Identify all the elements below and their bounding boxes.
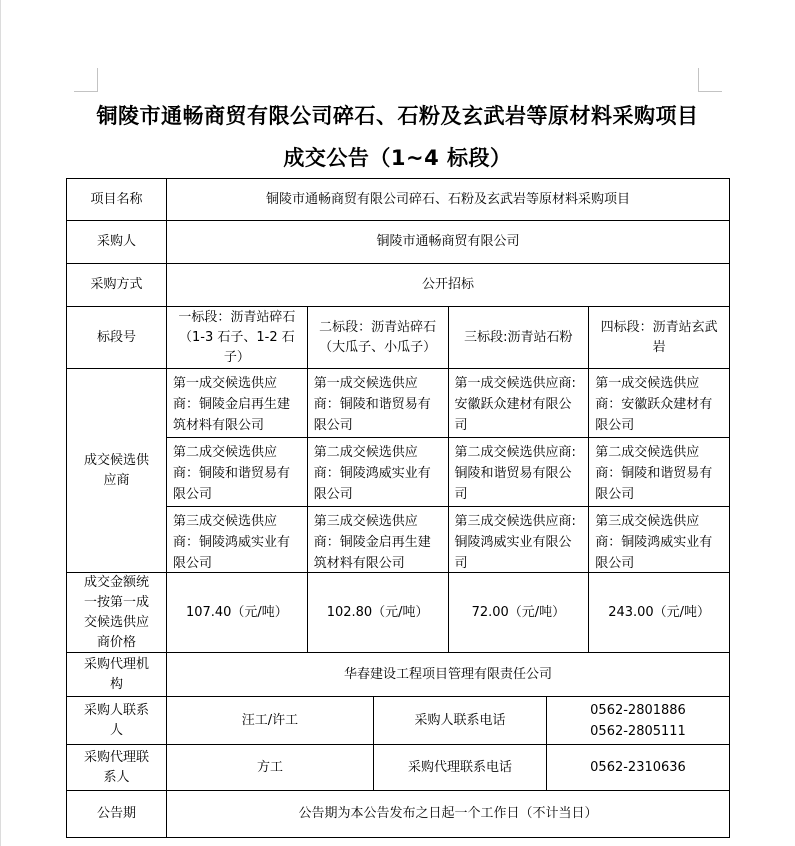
candidate-cell: 第三成交候选供应商：铜陵鸿威实业有限公司: [167, 507, 308, 573]
candidate-cell: 第二成交候选供应商:铜陵和谐贸易有限公司: [449, 438, 590, 507]
section-2-cell: 二标段：沥青站碎石（大瓜子、小瓜子）: [308, 307, 449, 369]
candidate-cell: 第三成交候选供应商：铜陵金启再生建筑材料有限公司: [308, 507, 449, 573]
document-title: [0, 95, 795, 179]
purchaser-contact-label: 采购人联系人: [67, 697, 167, 745]
section-4-cell: 四标段：沥青站玄武岩: [589, 307, 730, 369]
table-row-method: [67, 264, 730, 307]
announcement-table: [66, 178, 730, 838]
candidate-cell: 第一成交候选供应商:安徽跃众建材有限公司: [449, 369, 590, 438]
margin-mark-top-left-icon: [74, 68, 98, 92]
notice-label: 公告期: [67, 791, 167, 838]
candidate-cell: 第三成交候选供应商:铜陵鸿威实业有限公司: [449, 507, 590, 573]
candidates-label: 成交候选供应商: [67, 369, 167, 573]
table-row-candidates: [67, 369, 730, 573]
sections-label: 标段号: [67, 307, 167, 369]
table-row-purchaser-contact: [67, 697, 730, 745]
project-name-label: 项目名称: [67, 179, 167, 221]
agency-phone-label: 采购代理联系电话: [374, 745, 547, 791]
candidates-row-3: [167, 507, 730, 573]
agency-value: 华春建设工程项目管理有限责任公司: [167, 653, 730, 697]
section-3-cell: 三标段:沥青站石粉: [449, 307, 590, 369]
candidate-cell: 第二成交候选供应商：铜陵和谐贸易有限公司: [167, 438, 308, 507]
title-line-1: 铜陵市通畅商贸有限公司碎石、石粉及玄武岩等原材料采购项目: [96, 104, 699, 128]
purchaser-phone-label: 采购人联系电话: [374, 697, 547, 745]
purchaser-phone-value: [547, 697, 730, 745]
price-cell: 102.80（元/吨）: [308, 573, 449, 653]
agency-contact-label: 采购代理联系人: [67, 745, 167, 791]
price-cell: 107.40（元/吨）: [167, 573, 308, 653]
purchaser-value: 铜陵市通畅商贸有限公司: [167, 221, 730, 264]
table-row-agency-contact: [67, 745, 730, 791]
method-value: 公开招标: [167, 264, 730, 307]
table-row-purchaser: [67, 221, 730, 264]
section-1-cell: 一标段：沥青站碎石（1-3 石子、1-2 石子）: [167, 307, 308, 369]
candidate-cell: 第三成交候选供应商：铜陵鸿威实业有限公司: [589, 507, 730, 573]
table-row-agency: [67, 653, 730, 697]
price-cell: 72.00（元/吨）: [449, 573, 590, 653]
candidates-row-1: [167, 369, 730, 438]
price-cell: 243.00（元/吨）: [589, 573, 730, 653]
table-row-notice: [67, 791, 730, 838]
project-name-value: 铜陵市通畅商贸有限公司碎石、石粉及玄武岩等原材料采购项目: [167, 179, 730, 221]
purchaser-label: 采购人: [67, 221, 167, 264]
table-row-sections: [67, 307, 730, 369]
table-row-project: [67, 179, 730, 221]
agency-phone-value: 0562-2310636: [547, 745, 730, 791]
candidate-cell: 第一成交候选供应商：铜陵金启再生建筑材料有限公司: [167, 369, 308, 438]
method-label: 采购方式: [67, 264, 167, 307]
candidate-cell: 第二成交候选供应商：铜陵鸿威实业有限公司: [308, 438, 449, 507]
candidates-grid: [167, 369, 730, 573]
candidate-cell: 第一成交候选供应商：铜陵和谐贸易有限公司: [308, 369, 449, 438]
margin-mark-top-right-icon: [698, 68, 722, 92]
notice-value: 公告期为本公告发布之日起一个工作日（不计当日）: [167, 791, 730, 838]
candidate-cell: 第二成交候选供应商：铜陵和谐贸易有限公司: [589, 438, 730, 507]
phone-line: 0562-2801886: [590, 702, 686, 718]
purchaser-contact-name: 汪工/许工: [167, 697, 374, 745]
agency-label: 采购代理机构: [67, 653, 167, 697]
title-line-2: 成交公告（1~4 标段）: [283, 146, 512, 170]
agency-contact-name: 方工: [167, 745, 374, 791]
price-label: 成交金额统一按第一成交候选供应商价格: [67, 573, 167, 653]
candidate-cell: 第一成交候选供应商：安徽跃众建材有限公司: [589, 369, 730, 438]
table-row-price: [67, 573, 730, 653]
phone-line: 0562-2805111: [590, 723, 686, 739]
candidates-row-2: [167, 438, 730, 507]
